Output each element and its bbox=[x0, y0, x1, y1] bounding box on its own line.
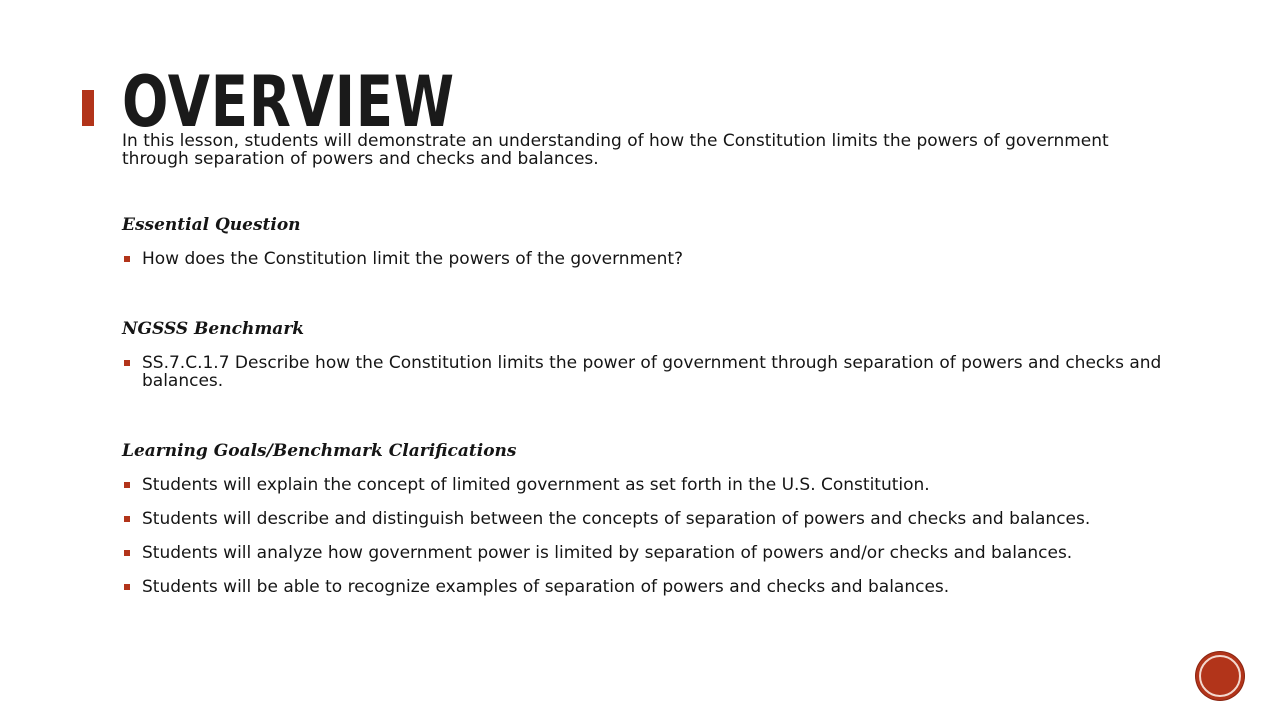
bullet-text: Students will be able to recognize examples of separation of powers and checks and balances. bbox=[142, 577, 950, 597]
section-heading: NGSSS Benchmark bbox=[122, 319, 305, 339]
list-item bbox=[122, 510, 1162, 528]
bullet-list bbox=[122, 250, 1162, 268]
square-bullet-icon bbox=[124, 516, 130, 522]
list-item bbox=[122, 354, 1162, 390]
title-accent-bar bbox=[82, 90, 94, 126]
list-item bbox=[122, 476, 1162, 494]
section-ngsss-benchmark bbox=[122, 320, 1162, 390]
square-bullet-icon bbox=[124, 482, 130, 488]
section-heading: Essential Question bbox=[122, 215, 301, 235]
bullet-text: How does the Constitution limit the powers of the government? bbox=[142, 249, 684, 269]
square-bullet-icon bbox=[124, 360, 130, 366]
square-bullet-icon bbox=[124, 584, 130, 590]
corner-circle-badge-icon bbox=[1196, 652, 1244, 700]
section-learning-goals bbox=[122, 442, 1162, 596]
square-bullet-icon bbox=[124, 550, 130, 556]
list-item bbox=[122, 578, 1162, 596]
bullet-list bbox=[122, 476, 1162, 596]
bullet-text: Students will describe and distinguish between the concepts of separation of powers and checks and balances. bbox=[142, 509, 1091, 529]
section-essential-question bbox=[122, 216, 1162, 268]
section-heading: Learning Goals/Benchmark Clarifications bbox=[122, 441, 517, 461]
list-item bbox=[122, 544, 1162, 562]
list-item bbox=[122, 250, 1162, 268]
bullet-text: Students will analyze how government power is limited by separation of powers and/or checks and balances. bbox=[142, 543, 1073, 563]
bullet-list bbox=[122, 354, 1162, 390]
bullet-text: SS.7.C.1.7 Describe how the Constitution limits the power of government through separation of powers and checks and balances. bbox=[142, 353, 1162, 391]
slide-content bbox=[122, 132, 1162, 612]
slide-title: OVERVIEW bbox=[122, 61, 455, 143]
bullet-text: Students will explain the concept of limited government as set forth in the U.S. Constitution. bbox=[142, 475, 930, 495]
square-bullet-icon bbox=[124, 256, 130, 262]
intro-text: In this lesson, students will demonstrate an understanding of how the Constitution limits the powers of government through separation of powers and checks and balances. bbox=[122, 131, 1109, 169]
